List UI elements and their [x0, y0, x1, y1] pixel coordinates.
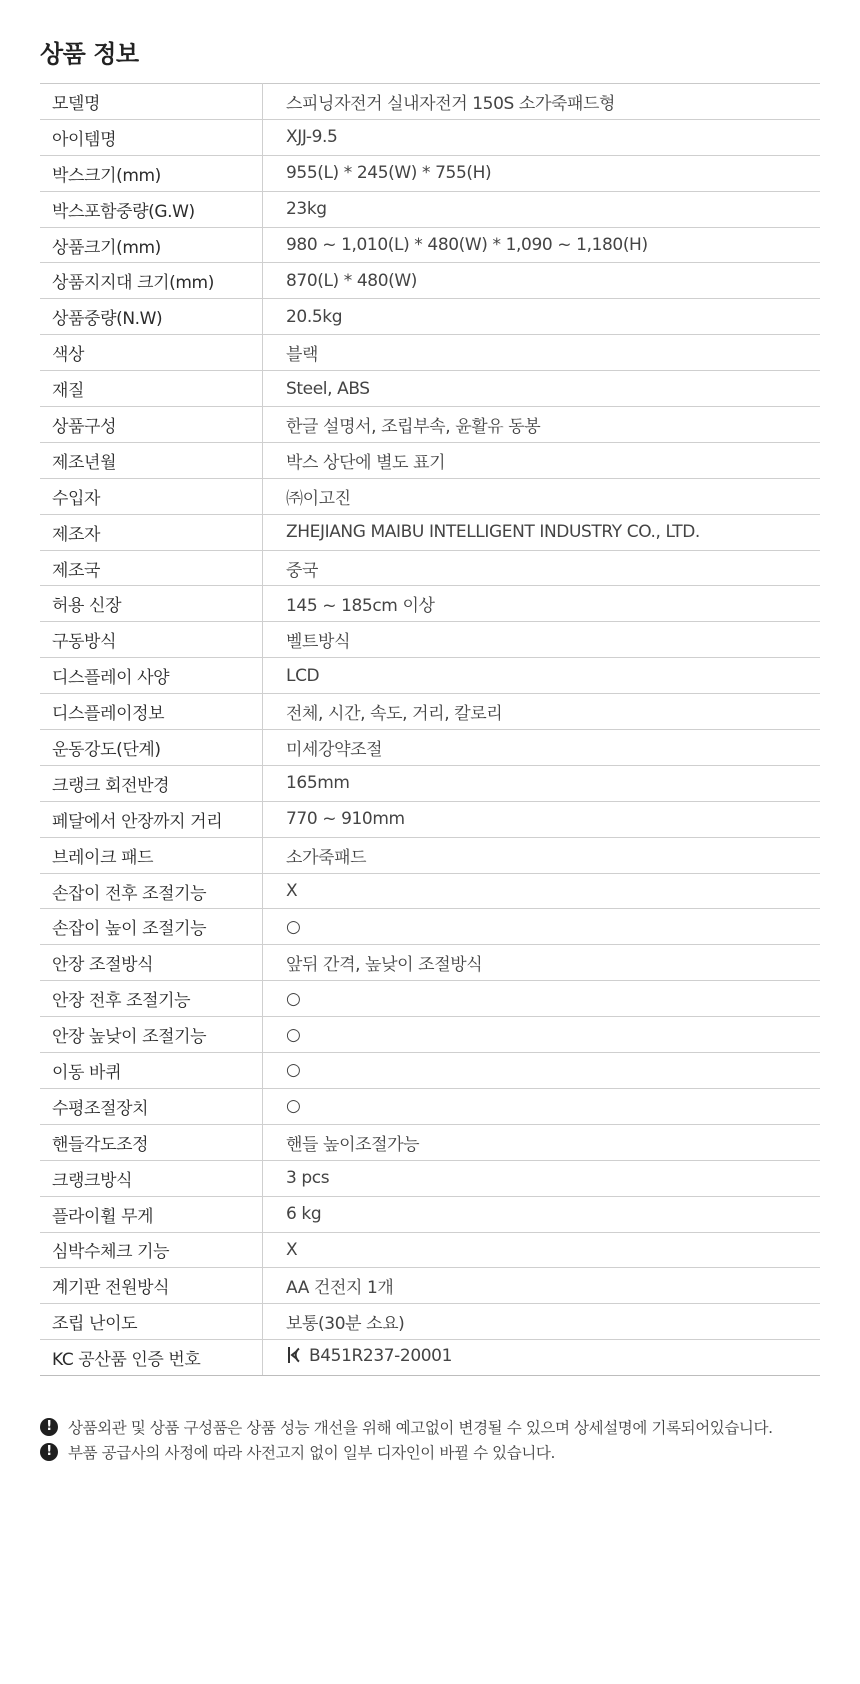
spec-label: 색상: [40, 335, 263, 371]
exclamation-icon: !: [40, 1443, 58, 1461]
table-row: [40, 407, 820, 443]
spec-value: 스피닝자전거 실내자전거 150S 소가죽패드형: [263, 84, 821, 120]
table-row: [40, 945, 820, 981]
spec-value: ○: [263, 1053, 821, 1089]
spec-value: X: [263, 1232, 821, 1268]
spec-value: ○: [263, 909, 821, 945]
spec-label: 플라이휠 무게: [40, 1196, 263, 1232]
table-row: [40, 442, 820, 478]
spec-label: 모델명: [40, 84, 263, 120]
spec-label: 손잡이 높이 조절기능: [40, 909, 263, 945]
exclamation-icon: !: [40, 1418, 58, 1436]
table-row: [40, 263, 820, 299]
spec-label: 상품지지대 크기(mm): [40, 263, 263, 299]
spec-label: 이동 바퀴: [40, 1053, 263, 1089]
spec-value: 3 pcs: [263, 1160, 821, 1196]
spec-value: 앞뒤 간격, 높낮이 조절방식: [263, 945, 821, 981]
spec-value: 770 ~ 910mm: [263, 801, 821, 837]
spec-value: 보통(30분 소요): [263, 1304, 821, 1340]
spec-label: 조립 난이도: [40, 1304, 263, 1340]
spec-value: ○: [263, 1017, 821, 1053]
table-row: [40, 1196, 820, 1232]
spec-label: 박스크기(mm): [40, 155, 263, 191]
spec-label: 계기판 전원방식: [40, 1268, 263, 1304]
table-row: [40, 658, 820, 694]
spec-label: 상품크기(mm): [40, 227, 263, 263]
spec-label: 운동강도(단계): [40, 730, 263, 766]
spec-value: 중국: [263, 550, 821, 586]
table-row: [40, 873, 820, 909]
notice-text: 상품외관 및 상품 구성품은 상품 성능 개선을 위해 예고없이 변경될 수 있으며 상세설명에 기록되어있습니다.: [68, 1418, 773, 1437]
spec-value: 6 kg: [263, 1196, 821, 1232]
kc-label: KC 공산품 인증 번호: [40, 1340, 263, 1376]
spec-value: 소가죽패드: [263, 837, 821, 873]
table-row: [40, 191, 820, 227]
spec-label: 디스플레이정보: [40, 694, 263, 730]
spec-label: 허용 신장: [40, 586, 263, 622]
spec-label: 크랭크방식: [40, 1160, 263, 1196]
spec-value: ○: [263, 1088, 821, 1124]
table-row: [40, 478, 820, 514]
spec-label: 아이템명: [40, 119, 263, 155]
spec-label: 상품중량(N.W): [40, 299, 263, 335]
spec-label: 디스플레이 사양: [40, 658, 263, 694]
spec-value: Steel, ABS: [263, 371, 821, 407]
spec-value: 980 ~ 1,010(L) * 480(W) * 1,090 ~ 1,180(H): [263, 227, 821, 263]
table-row: [40, 84, 820, 120]
kc-number: B451R237-20001: [309, 1346, 452, 1367]
table-row: [40, 119, 820, 155]
table-row: [40, 299, 820, 335]
kc-certification-row: [40, 1340, 820, 1376]
table-row: [40, 371, 820, 407]
table-row: [40, 335, 820, 371]
spec-label: 브레이크 패드: [40, 837, 263, 873]
spec-label: 수평조절장치: [40, 1088, 263, 1124]
spec-value: 전체, 시간, 속도, 거리, 칼로리: [263, 694, 821, 730]
spec-value: X: [263, 873, 821, 909]
table-row: [40, 550, 820, 586]
spec-table: [40, 83, 820, 1376]
spec-value: LCD: [263, 658, 821, 694]
spec-value: ㈜이고진: [263, 478, 821, 514]
kc-certification-icon: [286, 1345, 301, 1370]
spec-label: 안장 높낮이 조절기능: [40, 1017, 263, 1053]
spec-value: 블랙: [263, 335, 821, 371]
spec-value: 23kg: [263, 191, 821, 227]
notice-item: [40, 1414, 830, 1439]
notice-text: 부품 공급사의 사정에 따라 사전고지 없이 일부 디자인이 바뀔 수 있습니다.: [68, 1443, 555, 1462]
spec-label: 수입자: [40, 478, 263, 514]
table-row: [40, 981, 820, 1017]
spec-value: ZHEJIANG MAIBU INTELLIGENT INDUSTRY CO., LTD.: [263, 514, 821, 550]
table-row: [40, 1304, 820, 1340]
table-row: [40, 1232, 820, 1268]
table-row: [40, 837, 820, 873]
spec-label: 크랭크 회전반경: [40, 765, 263, 801]
spec-table-body: [40, 84, 820, 1376]
table-row: [40, 765, 820, 801]
spec-label: 페달에서 안장까지 거리: [40, 801, 263, 837]
table-row: [40, 1053, 820, 1089]
spec-value: 벨트방식: [263, 622, 821, 658]
spec-label: 심박수체크 기능: [40, 1232, 263, 1268]
spec-value: XJJ-9.5: [263, 119, 821, 155]
spec-label: 제조자: [40, 514, 263, 550]
spec-label: 제조년월: [40, 442, 263, 478]
spec-value: 145 ~ 185cm 이상: [263, 586, 821, 622]
table-row: [40, 1017, 820, 1053]
table-row: [40, 694, 820, 730]
spec-label: 안장 조절방식: [40, 945, 263, 981]
spec-value: 박스 상단에 별도 표기: [263, 442, 821, 478]
spec-value: 870(L) * 480(W): [263, 263, 821, 299]
table-row: [40, 586, 820, 622]
kc-value: [263, 1340, 821, 1376]
spec-value: 미세강약조절: [263, 730, 821, 766]
table-row: [40, 622, 820, 658]
spec-value: 핸들 높이조절가능: [263, 1124, 821, 1160]
spec-value: 955(L) * 245(W) * 755(H): [263, 155, 821, 191]
spec-label: 구동방식: [40, 622, 263, 658]
table-row: [40, 1268, 820, 1304]
table-row: [40, 1124, 820, 1160]
spec-value: ○: [263, 981, 821, 1017]
table-row: [40, 1160, 820, 1196]
table-row: [40, 514, 820, 550]
spec-label: 재질: [40, 371, 263, 407]
spec-label: 핸들각도조정: [40, 1124, 263, 1160]
spec-label: 안장 전후 조절기능: [40, 981, 263, 1017]
table-row: [40, 801, 820, 837]
notice-list: [40, 1414, 830, 1464]
spec-value: AA 건전지 1개: [263, 1268, 821, 1304]
spec-label: 박스포함중량(G.W): [40, 191, 263, 227]
table-row: [40, 155, 820, 191]
table-row: [40, 227, 820, 263]
table-row: [40, 909, 820, 945]
spec-value: 20.5kg: [263, 299, 821, 335]
spec-label: 제조국: [40, 550, 263, 586]
notice-item: [40, 1439, 830, 1464]
spec-value: 한글 설명서, 조립부속, 윤활유 동봉: [263, 407, 821, 443]
spec-label: 상품구성: [40, 407, 263, 443]
table-row: [40, 730, 820, 766]
table-row: [40, 1088, 820, 1124]
spec-label: 손잡이 전후 조절기능: [40, 873, 263, 909]
spec-value: 165mm: [263, 765, 821, 801]
section-title: 상품 정보: [40, 40, 139, 68]
